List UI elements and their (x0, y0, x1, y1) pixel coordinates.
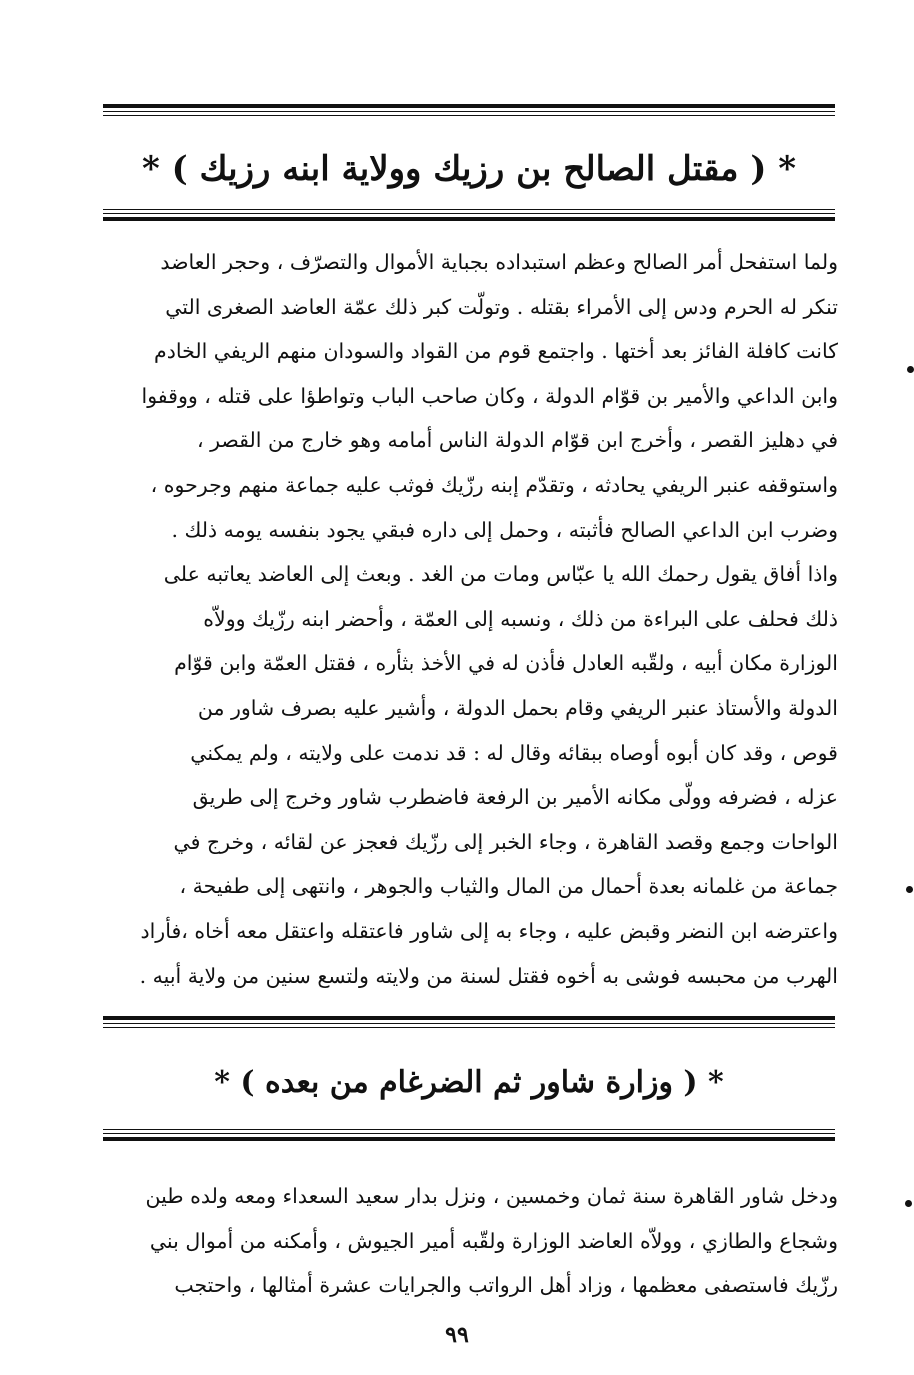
top-rule (103, 104, 835, 116)
body-line: الواحات وجمع وقصد القاهرة ، وجاء الخبر إلى رزّيك فعجز عن لقائه ، وخرج في (173, 829, 838, 854)
section-heading-2: * ( وزارة شاور ثم الضرغام من بعده ) * (214, 1065, 724, 1100)
section-2-top-rule (103, 1016, 835, 1028)
body-line: قوص ، وقد كان أبوه أوصاه ببقائه وقال له : قد ندمت على ولايته ، ولم يمكني (190, 740, 838, 765)
section-2-body (100, 1174, 838, 1308)
body-line: في دهليز القصر ، وأخرج ابن قوّام الدولة الناس أمامه وهو خارج من القصر ، (196, 428, 838, 453)
section-heading-2-rule (103, 1126, 835, 1141)
body-line: كانت كافلة الفائز بعد أختها . واجتمع قوم من القواد والسودان منهم الريفي الخادم (154, 339, 838, 364)
body-line: وشجاع والطازي ، وولاّه العاضد الوزارة ولقّبه أمير الجيوش ، وأمكنه من أموال بني (149, 1228, 838, 1253)
body-line: واذا أفاق يقول رحمك الله يا عبّاس ومات من الغد . وبعث إلى العاضد يعاتبه على (163, 562, 838, 587)
body-line: الدولة والأستاذ عنبر الريفي وقام بحمل الدولة ، وأشير عليه بصرف شاور من (197, 695, 838, 720)
body-line: الهرب من محبسه فوشى به أخوه فقتل لسنة من ولايته ولتسع سنين من ولاية أبيه . (139, 963, 838, 988)
section-heading-1: * ( مقتل الصالح بن رزيك وولاية ابنه رزيك ) * (141, 149, 797, 189)
body-line: ذلك فحلف على البراءة من ذلك ، ونسبه إلى العمّة ، وأحضر ابنه رزّيك وولاّه (203, 606, 838, 631)
body-line: وضرب ابن الداعي الصالح فأثبته ، وحمل إلى داره فبقي يجود بنفسه يومه ذلك . (171, 517, 838, 542)
section-heading-1-rule (103, 206, 835, 221)
body-line: ودخل شاور القاهرة سنة ثمان وخمسين ، ونزل بدار سعيد السعداء ومعه ولده طين (145, 1184, 838, 1208)
body-line: ولما استفحل أمر الصالح وعظم استبداده بجباية الأموال والتصرّف ، وحجر العاضد (160, 250, 838, 274)
scan-speck (905, 1200, 912, 1207)
section-1-body (100, 240, 838, 998)
body-line: تنكر له الحرم ودس إلى الأمراء بقتله . وتولّت كبر ذلك عمّة العاضد الصغرى التي (165, 294, 838, 319)
body-line: الوزارة مكان أبيه ، ولقّبه العادل فأذن له في الأخذ بثأره ، فقتل العمّة وابن قوّام (174, 651, 838, 676)
body-line: واستوقفه عنبر الريفي يحادثه ، وتقدّم إبنه رزّيك فوثب عليه جماعة منهم وجرحوه ، (150, 472, 838, 497)
body-line: وابن الداعي والأمير بن قوّام الدولة ، وكان صاحب الباب وتواطؤا على قتله ، ووقفوا (141, 383, 838, 408)
scan-speck (907, 366, 914, 373)
page-number: ٩٩ (445, 1322, 469, 1348)
body-line: عزله ، فضرفه وولّى مكانه الأمير بن الرفعة فاضطرب شاور وخرج إلى طريق (192, 785, 838, 810)
body-line: رزّيك فاستصفى معظمها ، وزاد أهل الرواتب والجرايات عشرة أمثالها ، واحتجب (174, 1273, 838, 1298)
scan-speck (906, 886, 913, 893)
body-line: جماعة من غلمانه بعدة أحمال من المال والثياب والجوهر ، وانتهى إلى طفيحة ، (179, 874, 838, 899)
body-line: واعترضه ابن النضر وقبض عليه ، وجاء به إلى شاور فاعتقله واعتقل معه أخاه ،فأراد (140, 918, 838, 943)
